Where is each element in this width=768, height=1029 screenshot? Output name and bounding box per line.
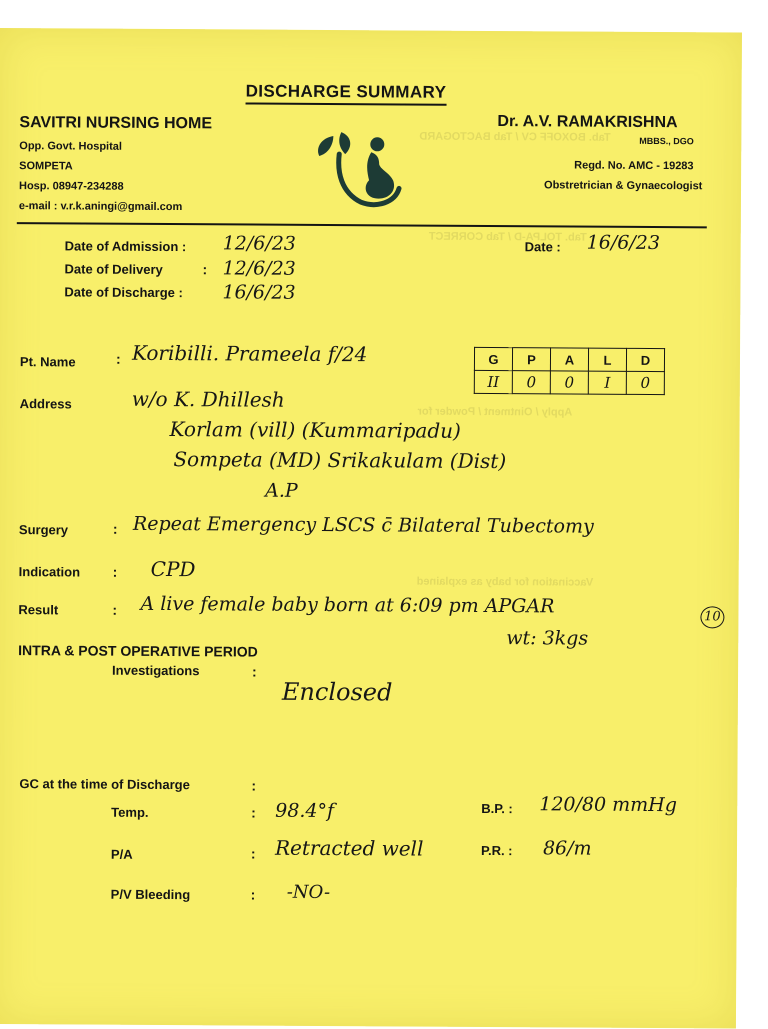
date-label: Date : bbox=[524, 239, 561, 255]
colon: : bbox=[202, 261, 208, 278]
temperature-label: Temp. bbox=[111, 804, 149, 820]
temperature-value: 98.4°f bbox=[275, 799, 335, 823]
admission-date-value: 12/6/23 bbox=[222, 232, 297, 255]
gravida-header: G bbox=[474, 347, 512, 370]
hospital-address-line: SOMPETA bbox=[19, 160, 73, 173]
discharge-date-label: Date of Discharge : bbox=[64, 284, 183, 301]
blood-pressure-value: 120/80 mmHg bbox=[539, 793, 677, 817]
pulse-rate-label: P.R. : bbox=[480, 842, 513, 859]
abortion-header: A bbox=[550, 348, 588, 371]
colon: : bbox=[112, 563, 118, 580]
discharge-date-value: 16/6/23 bbox=[222, 281, 296, 304]
colon: : bbox=[112, 520, 118, 537]
discharge-sheet bbox=[0, 28, 742, 1029]
address-label: Address bbox=[19, 396, 72, 412]
colon: : bbox=[252, 663, 257, 680]
hospital-phone: Hosp. 08947-234288 bbox=[18, 180, 124, 193]
baby-weight: wt: 3kgs bbox=[506, 627, 589, 650]
doctor-name: Dr. A.V. RAMAKRISHNA bbox=[497, 113, 678, 132]
pv-bleeding-value: -NO- bbox=[286, 881, 331, 904]
living-header: L bbox=[588, 348, 626, 371]
para-value: 0 bbox=[512, 371, 550, 394]
obstetric-score-values bbox=[474, 370, 664, 394]
investigations-label: Investigations bbox=[112, 662, 200, 679]
pulse-rate-value: 86/m bbox=[542, 837, 592, 860]
gravida-value: II bbox=[474, 370, 512, 393]
patient-name-label: Pt. Name bbox=[19, 354, 76, 370]
result-value: A live female baby born at 6:09 pm APGAR bbox=[140, 592, 555, 618]
colon: : bbox=[115, 350, 121, 367]
hospital-name: SAVITRI NURSING HOME bbox=[19, 114, 213, 133]
obstetric-score-table bbox=[474, 347, 665, 395]
doctor-speciality: Obstretrician & Gynaecologist bbox=[544, 179, 703, 193]
blood-pressure-label: B.P. : bbox=[481, 800, 513, 817]
header-divider bbox=[17, 222, 707, 228]
delivery-date-label: Date of Delivery bbox=[64, 261, 163, 277]
colon: : bbox=[112, 601, 118, 618]
patient-name-value: Koribilli. Prameela f/24 bbox=[131, 340, 368, 367]
address-line: Korlam (vill) (Kummaripadu) bbox=[169, 417, 461, 443]
apgar-score: 10 bbox=[700, 606, 724, 628]
colon: : bbox=[250, 845, 256, 862]
result-label: Result bbox=[18, 602, 59, 618]
address-line: A.P bbox=[265, 479, 298, 502]
pv-bleeding-label: P/V Bleeding bbox=[110, 886, 191, 903]
death-header: D bbox=[626, 348, 664, 371]
living-value: I bbox=[588, 371, 626, 394]
doctor-qualification: MBBS., DGO bbox=[639, 135, 694, 147]
admission-date-label: Date of Admission : bbox=[64, 238, 187, 255]
para-header: P bbox=[512, 348, 550, 371]
operative-period-heading: INTRA & POST OPERATIVE PERIOD bbox=[18, 642, 258, 660]
investigations-value: Enclosed bbox=[281, 677, 393, 707]
per-abdomen-value: Retracted well bbox=[274, 835, 424, 861]
bleed-through-text: Tab. BOXOFF CV / Tab BACTOGARD bbox=[419, 130, 611, 144]
doctor-registration: Regd. No. AMC - 19283 bbox=[574, 159, 694, 173]
indication-label: Indication bbox=[18, 564, 81, 580]
obstetric-score-headers bbox=[474, 347, 664, 371]
bleed-through-text: Vaccination for baby as explained bbox=[416, 575, 594, 589]
indication-value: CPD bbox=[150, 556, 196, 582]
surgery-value: Repeat Emergency LSCS c̄ Bilateral Tubectomy bbox=[132, 512, 594, 538]
bleed-through-text: Tab. TOLPA-D / Tab CORRECT bbox=[428, 230, 587, 244]
bleed-through-text: Apply / Ointment / Powder for bbox=[417, 405, 573, 419]
per-abdomen-label: P/A bbox=[110, 846, 133, 862]
delivery-date-value: 12/6/23 bbox=[222, 257, 296, 280]
hospital-email: e-mail : v.r.k.aningi@gmail.com bbox=[18, 200, 183, 214]
gc-discharge-heading: GC at the time of Discharge bbox=[19, 776, 190, 793]
surgery-label: Surgery bbox=[18, 522, 69, 538]
address-line: w/o K. Dhillesh bbox=[131, 386, 285, 412]
date-value: 16/6/23 bbox=[586, 231, 661, 255]
colon: : bbox=[251, 804, 256, 821]
abortion-value: 0 bbox=[550, 371, 588, 394]
document-title: DISCHARGE SUMMARY bbox=[246, 82, 447, 106]
address-line: Sompeta (MD) Srikakulam (Dist) bbox=[173, 447, 507, 474]
pregnant-woman-logo-icon bbox=[311, 128, 412, 213]
hospital-address-line: Opp. Govt. Hospital bbox=[19, 140, 122, 153]
colon: : bbox=[250, 886, 256, 903]
death-value: 0 bbox=[626, 371, 664, 394]
colon: : bbox=[251, 777, 257, 794]
